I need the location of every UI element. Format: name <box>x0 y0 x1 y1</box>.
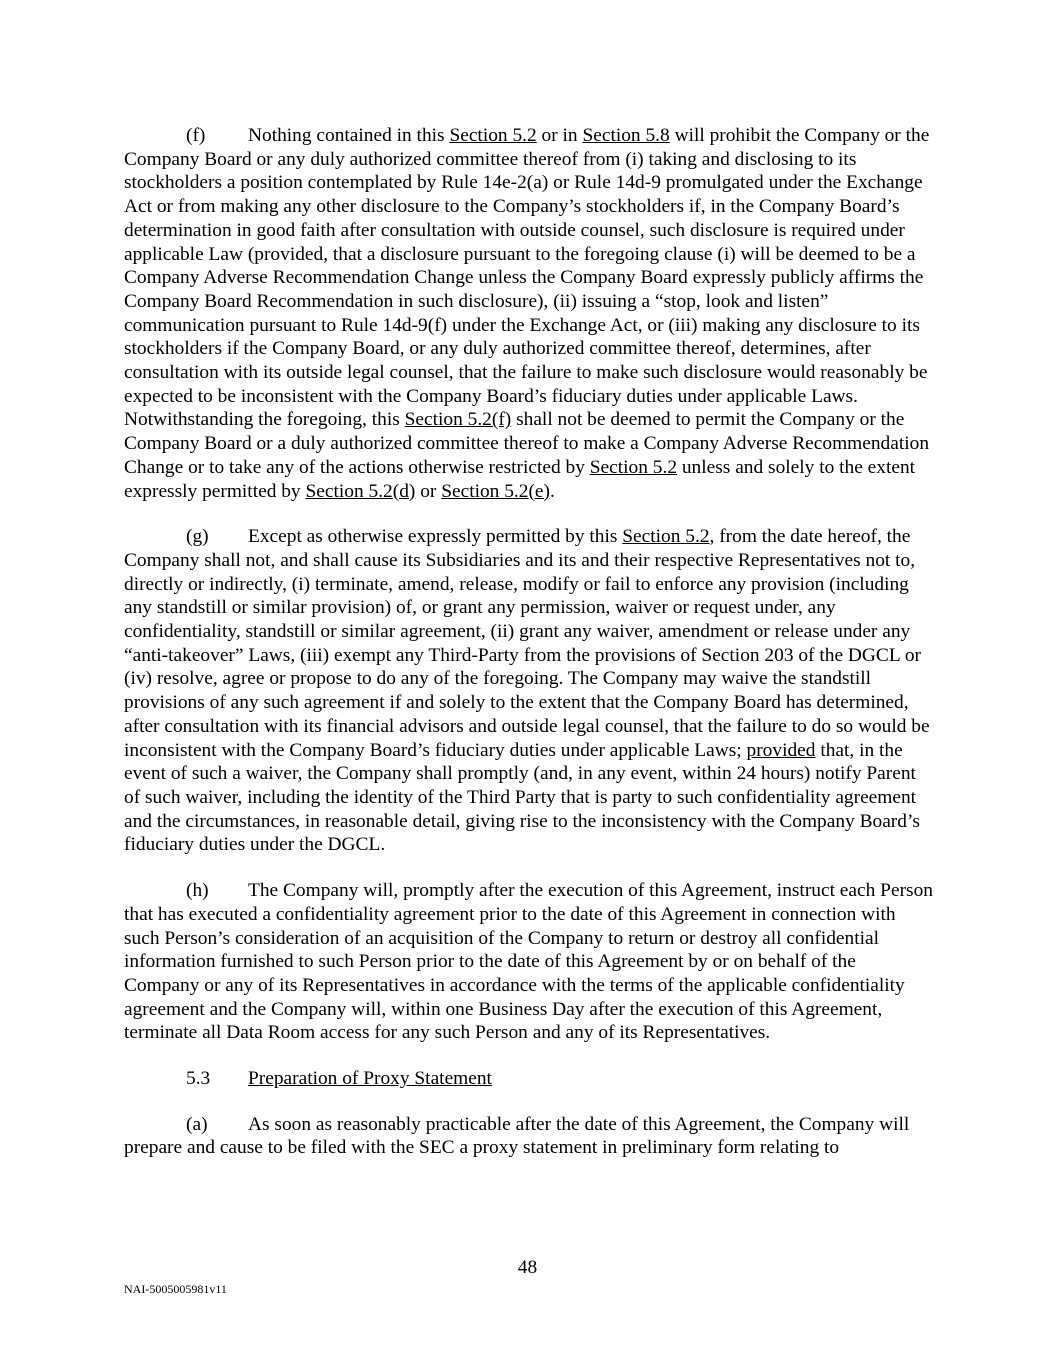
provided-term: provided <box>746 739 816 761</box>
page-number: 48 <box>517 1257 538 1278</box>
paragraph-text: The Company will, promptly after the execution of this Agreement, instruct each Person that has executed a confidentiality agreement prior to the date of this Agreement in connection with such Person’s consideration of an acquisition of the Company to return or destroy all confidential information furnished to such Person prior to the date of this Agreement by or on behalf of the Company or any of its Representatives in accordance with the terms of the applicable confidentiality agreement and the Company will, within one Business Day after the execution of this Agreement, terminate all Data Room access for any such Person and any of its Representatives. <box>124 880 933 1044</box>
section-reference: Section 5.2 <box>589 456 678 478</box>
paragraph-text: unless and solely to the extent expressly permitted by <box>124 456 916 502</box>
section-heading <box>124 1067 934 1091</box>
section-reference: Section 5.2(d) <box>305 480 416 502</box>
paragraph-a <box>124 1113 934 1160</box>
document-body <box>124 124 934 1182</box>
paragraph-h <box>124 879 934 1045</box>
paragraph-text: that, in the event of such a waiver, the Company shall promptly (and, in any event, within 24 hours) notify Parent of such waiver, including the identity of the Third Party that is party to such confidentiality agreement and the circumstances, in reasonable detail, giving rise to the inconsistency with the Company Board’s fiduciary duties under the DGCL. <box>124 739 920 856</box>
paragraph-f <box>124 124 934 503</box>
paragraph-text: As soon as reasonably practicable after the date of this Agreement, the Company will prepare and cause to be filed with the SEC a proxy statement in preliminary form relating to <box>124 1113 910 1159</box>
paragraph-text: shall not be deemed to permit the Company or the Company Board or a duly authorized committee thereof to make a Company Adverse Recommendation Change or to take any of the actions otherwise restricted by <box>124 409 930 478</box>
paragraph-text: Nothing contained in this <box>248 125 450 146</box>
paragraph-text: or <box>415 480 442 502</box>
section-reference: Section 5.2 <box>622 526 710 548</box>
section-reference: Section 5.2(f) <box>404 409 512 431</box>
section-reference: Section 5.2(e) <box>441 480 550 502</box>
paragraph-text: , from the date hereof, the Company shall not, and shall cause its Subsidiaries and its and their respective Representatives not to, directly or indirectly, (i) terminate, amend, release, modify or fail to enforce any provision (including any standstill or similar provision) of, or grant any permission, waiver or request under, any confidentiality, standstill or similar agreement, (ii) grant any waiver, amendment or release under any “anti-takeover” Laws, (iii) exempt any Third-Party from the provisions of Section 203 of the DGCL or (iv) resolve, agree or propose to do any of the foregoing. The Company may waive the standstill provisions of any such agreement if and solely to the extent that the Company Board has determined, after consultation with its financial advisors and outside legal counsel, that the failure to do so would be inconsistent with the Company Board’s fiduciary duties under applicable Laws; <box>124 526 930 761</box>
section-number: 5.3 <box>186 1068 211 1090</box>
paragraph-text: . <box>549 480 555 502</box>
paragraph-label: (f) <box>186 125 206 146</box>
section-reference: Section 5.2 <box>449 125 537 146</box>
section-reference: Section 5.8 <box>582 125 670 146</box>
document-id: NAI-5005005981v11 <box>124 1282 227 1296</box>
paragraph-text: or in <box>536 125 583 146</box>
paragraph-label: (g) <box>186 526 209 548</box>
paragraph-label: (a) <box>186 1113 208 1135</box>
paragraph-label: (h) <box>186 880 209 902</box>
section-title: Preparation of Proxy Statement <box>248 1068 492 1090</box>
paragraph-text: Except as otherwise expressly permitted by this <box>248 526 623 548</box>
paragraph-g <box>124 525 934 857</box>
paragraph-text: will prohibit the Company or the Company Board or any duly authorized committee thereof from (i) taking and disclosing to its stockholders a position contemplated by Rule 14e-2(a) or Rule 14d-9 promulgated under the Exchange Act or from making any other disclosure to the Company’s stockholders if, in the Company Board’s determination in good faith after consultation with outside counsel, such disclosure is required under applicable Law (provided, that a disclosure pursuant to the foregoing clause (i) will be deemed to be a Company Adverse Recommendation Change unless the Company Board expressly publicly affirms the Company Board Recommendation in such disclosure), (ii) issuing a “stop, look and listen” communication pursuant to Rule 14d-9(f) under the Exchange Act, or (iii) making any disclosure to its stockholders if the Company Board, or any duly authorized committee thereof, determines, after consultation with its outside legal counsel, that the failure to make such disclosure would reasonably be expected to be inconsistent with the Company Board’s fiduciary duties under applicable Laws. Notwithstanding the foregoing, this <box>124 125 930 431</box>
